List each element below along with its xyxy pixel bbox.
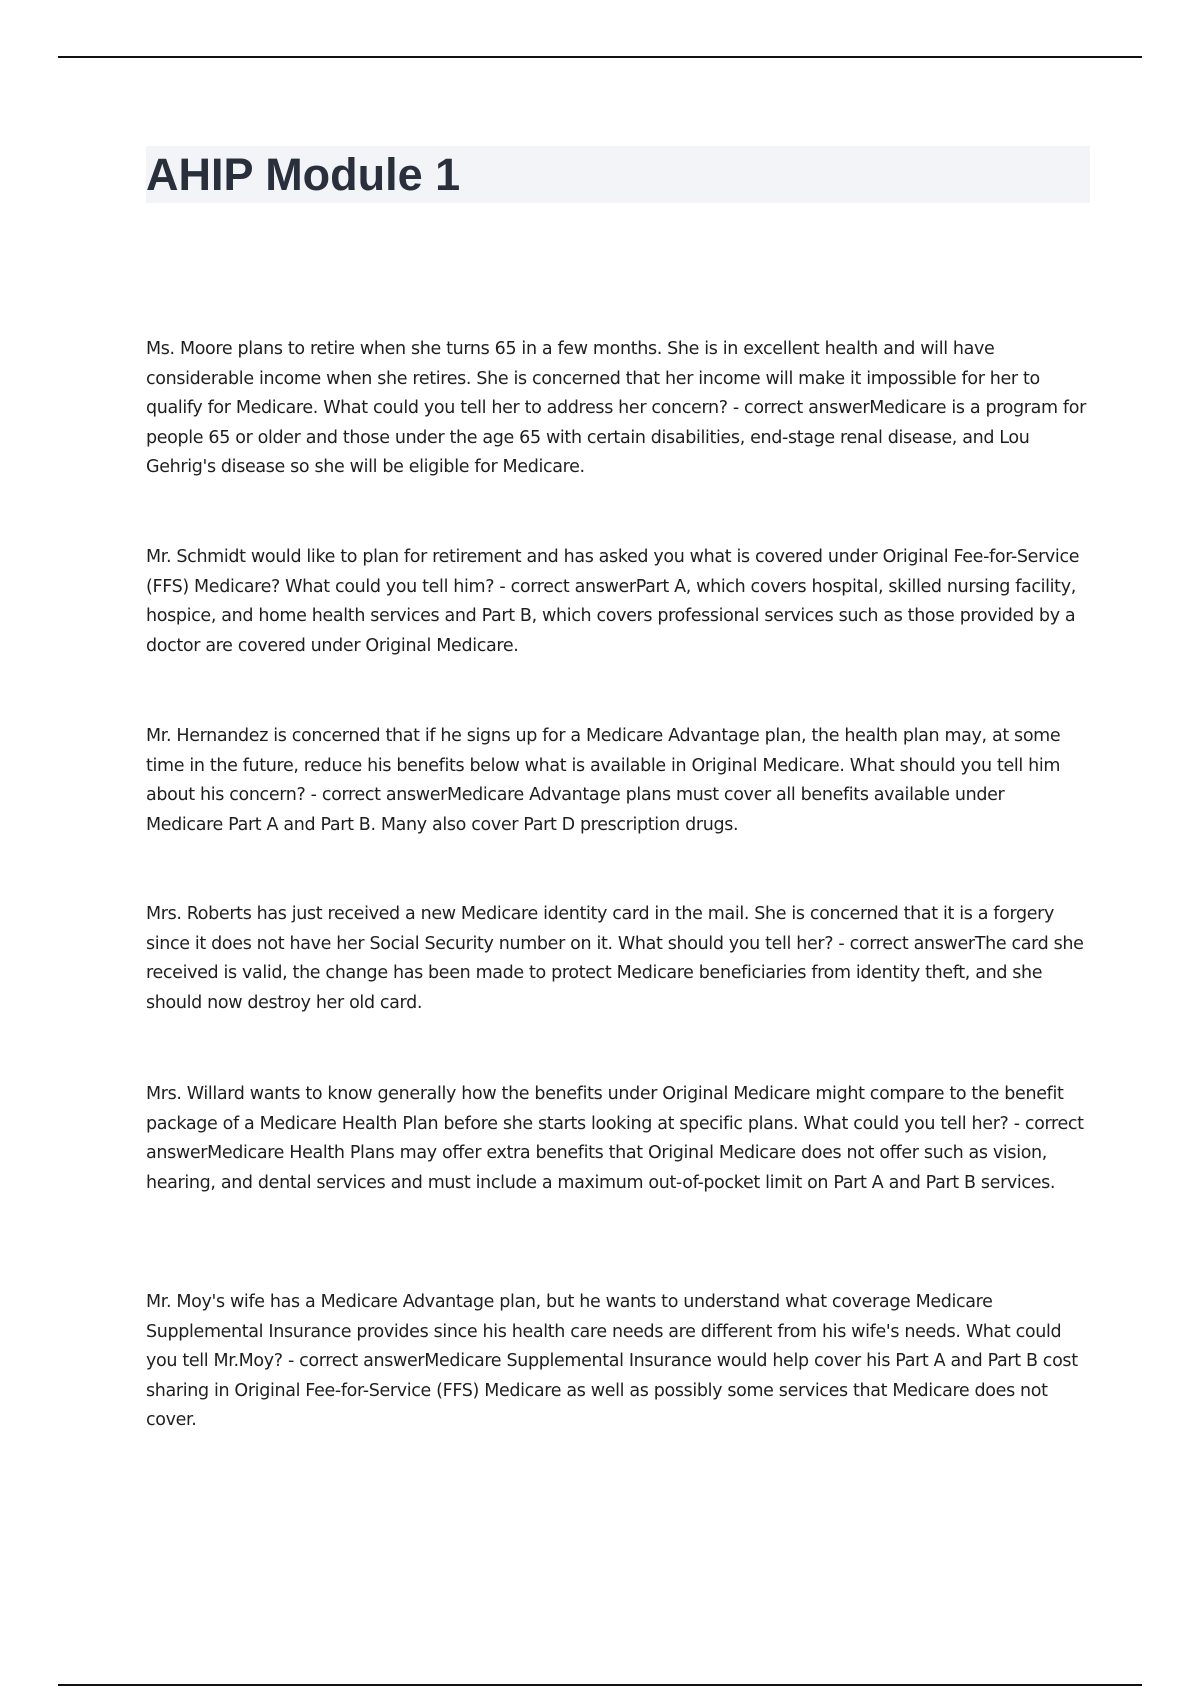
top-divider xyxy=(58,56,1142,58)
qa-item-schmidt: Mr. Schmidt would like to plan for retirement and has asked you what is covered under Original Fee-for-Service (FFS) Medicare? What could you tell him? - correct answerPart A, which covers hospital, skilled nursing facility, hospice, and home health services and Part B, which covers professional services such as those provided by a doctor are covered under Original Medicare. xyxy=(146,547,1080,656)
qa-item-roberts: Mrs. Roberts has just received a new Medicare identity card in the mail. She is concerned that it is a forgery since it does not have her Social Security number on it. What should you tell her? - correct answerThe card she received is valid, the change has been made to protect Medicare beneficiaries from identity theft, and she should now destroy her old card. xyxy=(146,904,1084,1013)
bottom-divider xyxy=(58,1684,1142,1686)
qa-item-moy: Mr. Moy's wife has a Medicare Advantage plan, but he wants to understand what coverage Medicare Supplemental Insurance provides since his health care needs are different from his wife's needs. What could you tell Mr.Moy? - correct answerMedicare Supplemental Insurance would help cover his Part A and Part B cost sharing in Original Fee-for-Service (FFS) Medicare as well as possibly some services that Medicare does not cover. xyxy=(146,1292,1078,1430)
qa-item-hernandez: Mr. Hernandez is concerned that if he signs up for a Medicare Advantage plan, the health plan may, at some time in the future, reduce his benefits below what is available in Original Medicare. What should you tell him about his concern? - correct answerMedicare Advantage plans must cover all benefits available under Medicare Part A and Part B. Many also cover Part D prescription drugs. xyxy=(146,726,1061,835)
document-title: AHIP Module 1 xyxy=(146,149,461,200)
qa-item-moore: Ms. Moore plans to retire when she turns 65 in a few months. She is in excellent health and will have considerable income when she retires. She is concerned that her income will make it impossible for her to qualify for Medicare. What could you tell her to address her concern? - correct answerMedicare is a program for people 65 or older and those under the age 65 with certain disabilities, end-stage renal disease, and Lou Gehrig's disease so she will be eligible for Medicare. xyxy=(146,339,1086,477)
qa-item-willard: Mrs. Willard wants to know generally how the benefits under Original Medicare might compare to the benefit package of a Medicare Health Plan before she starts looking at specific plans. What could you tell her? - correct answerMedicare Health Plans may offer extra benefits that Original Medicare does not offer such as vision, hearing, and dental services and must include a maximum out-of-pocket limit on Part A and Part B services. xyxy=(146,1084,1084,1193)
